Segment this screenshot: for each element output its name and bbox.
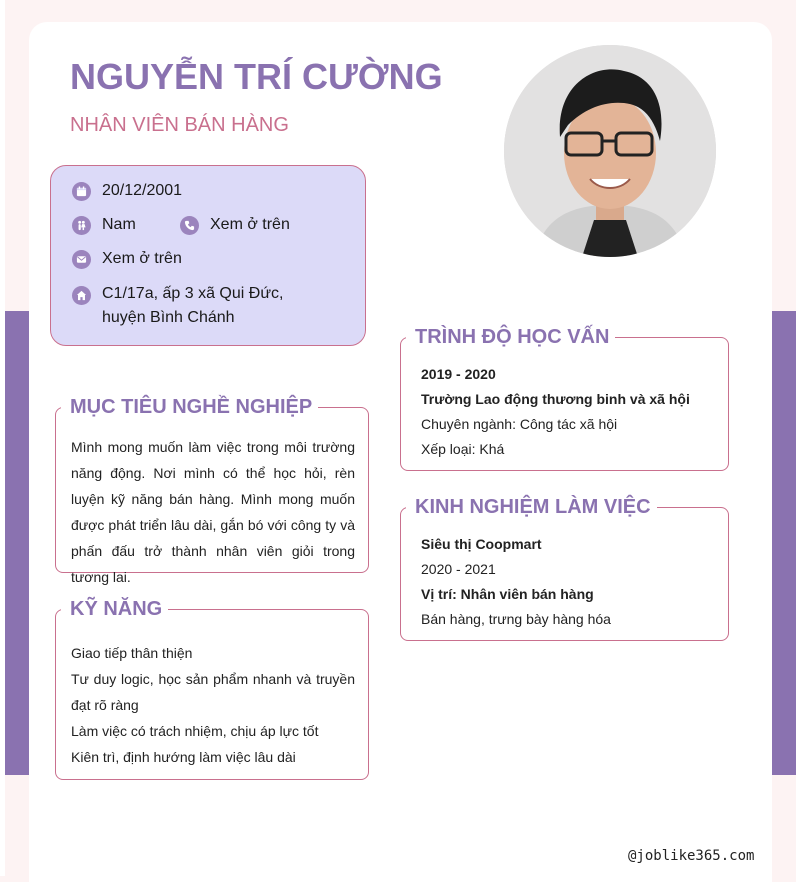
email-value: Xem ở trên bbox=[102, 250, 182, 267]
contact-card bbox=[50, 165, 366, 346]
education-period: 2019 - 2020 bbox=[421, 366, 496, 382]
email-icon bbox=[72, 250, 91, 269]
phone-icon bbox=[180, 216, 199, 235]
gender-icon bbox=[72, 216, 91, 235]
home-icon bbox=[72, 286, 91, 305]
avatar-portrait bbox=[504, 45, 716, 257]
contact-gender bbox=[72, 216, 136, 235]
decor-band-right bbox=[772, 311, 796, 775]
skills-title: KỸ NĂNG bbox=[61, 597, 168, 621]
decor-band-left bbox=[5, 311, 30, 775]
calendar-icon bbox=[72, 182, 91, 201]
contact-address bbox=[72, 284, 312, 330]
experience-section bbox=[400, 507, 729, 641]
skill-item: Kiên trì, định hướng làm việc lâu dài bbox=[71, 749, 296, 765]
avatar bbox=[504, 45, 716, 257]
experience-company: Siêu thị Coopmart bbox=[421, 536, 542, 552]
experience-period: 2020 - 2021 bbox=[421, 561, 496, 577]
phone-value: Xem ở trên bbox=[210, 216, 290, 233]
education-section bbox=[400, 337, 729, 471]
skill-item: Tư duy logic, học sản phẩm nhanh và truyền đạt rõ ràng bbox=[71, 671, 355, 713]
contact-birthdate bbox=[72, 182, 182, 201]
experience-title: KINH NGHIỆM LÀM VIỆC bbox=[406, 495, 657, 519]
skill-item: Làm việc có trách nhiệm, chịu áp lực tốt bbox=[71, 723, 319, 739]
candidate-name: NGUYỄN TRÍ CƯỜNG bbox=[70, 56, 443, 97]
experience-position: Vị trí: Nhân viên bán hàng bbox=[421, 586, 594, 602]
watermark: @joblike365.com bbox=[628, 848, 755, 864]
candidate-role: NHÂN VIÊN BÁN HÀNG bbox=[70, 114, 289, 136]
education-school: Trường Lao động thương binh và xã hội bbox=[421, 391, 690, 407]
contact-email bbox=[72, 250, 182, 269]
experience-description: Bán hàng, trưng bày hàng hóa bbox=[421, 611, 611, 627]
gender-value: Nam bbox=[102, 216, 136, 233]
address-value: C1/17a, ấp 3 xã Qui Đức, huyện Bình Chánh bbox=[102, 285, 284, 326]
objective-title: MỤC TIÊU NGHỀ NGHIỆP bbox=[61, 395, 318, 419]
objective-text: Mình mong muốn làm việc trong môi trường năng động. Nơi mình có thể học hỏi, rèn luyện kỹ năng bán hàng. Mình mong muốn được phát triển lâu dài, gắn bó với công ty và phấn đấu trở thành nhân viên giỏi trong tương lai. bbox=[71, 439, 355, 585]
skill-item: Giao tiếp thân thiện bbox=[71, 645, 193, 661]
education-major: Chuyên ngành: Công tác xã hội bbox=[421, 416, 618, 432]
birthdate-value: 20/12/2001 bbox=[102, 182, 183, 199]
contact-phone bbox=[180, 216, 290, 235]
skills-section bbox=[55, 609, 369, 780]
education-grade: Xếp loại: Khá bbox=[421, 441, 505, 457]
objective-section bbox=[55, 407, 369, 585]
education-title: TRÌNH ĐỘ HỌC VẤN bbox=[406, 325, 615, 349]
